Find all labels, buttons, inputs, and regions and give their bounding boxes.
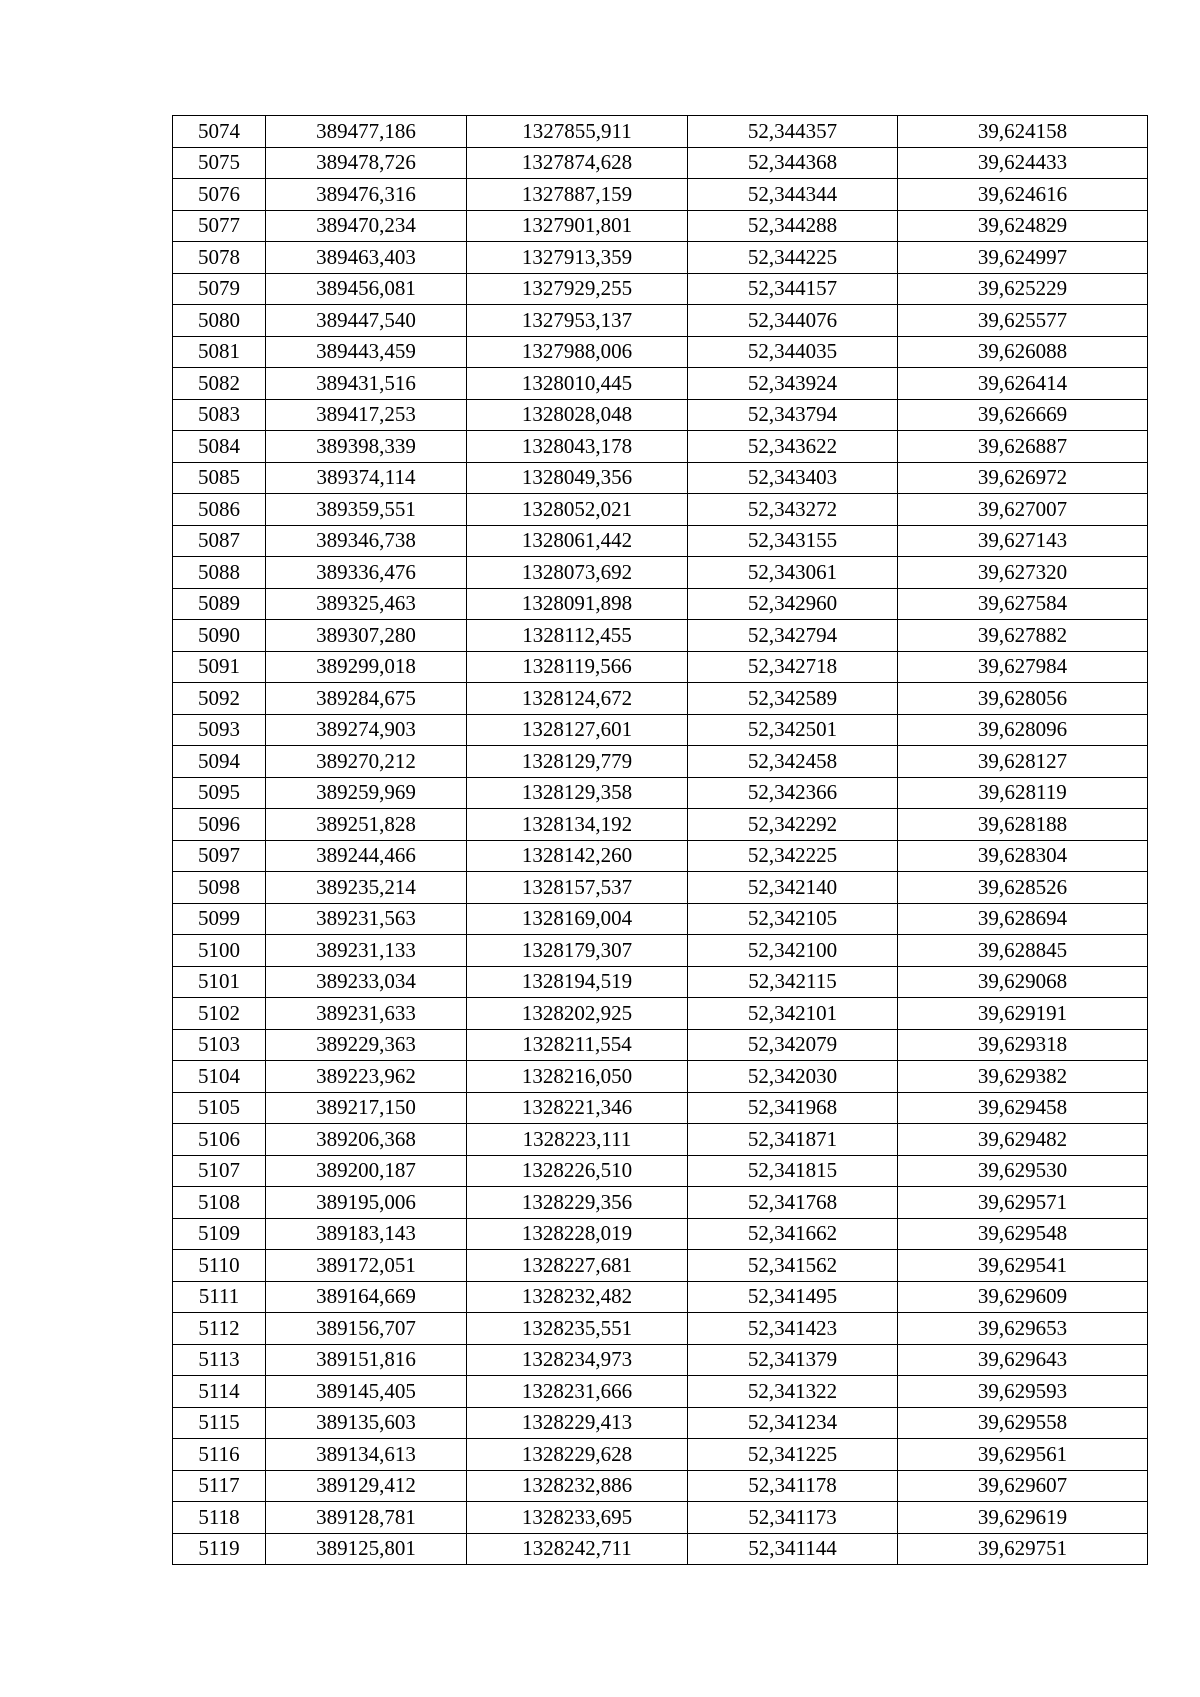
point-number-cell: 5087 bbox=[173, 525, 266, 557]
y-coordinate-cell: 1328052,021 bbox=[467, 494, 688, 526]
longitude-cell: 39,628526 bbox=[898, 872, 1148, 904]
longitude-cell: 39,628304 bbox=[898, 840, 1148, 872]
table-row bbox=[173, 116, 1148, 148]
latitude-cell: 52,342501 bbox=[688, 714, 898, 746]
x-coordinate-cell: 389135,603 bbox=[266, 1407, 467, 1439]
table-row bbox=[173, 903, 1148, 935]
x-coordinate-cell: 389145,405 bbox=[266, 1376, 467, 1408]
longitude-cell: 39,625229 bbox=[898, 273, 1148, 305]
table-row bbox=[173, 746, 1148, 778]
latitude-cell: 52,341495 bbox=[688, 1281, 898, 1313]
longitude-cell: 39,629751 bbox=[898, 1533, 1148, 1565]
x-coordinate-cell: 389251,828 bbox=[266, 809, 467, 841]
table-row bbox=[173, 242, 1148, 274]
y-coordinate-cell: 1328227,681 bbox=[467, 1250, 688, 1282]
x-coordinate-cell: 389398,339 bbox=[266, 431, 467, 463]
latitude-cell: 52,341662 bbox=[688, 1218, 898, 1250]
latitude-cell: 52,342225 bbox=[688, 840, 898, 872]
latitude-cell: 52,342105 bbox=[688, 903, 898, 935]
latitude-cell: 52,342589 bbox=[688, 683, 898, 715]
table-row bbox=[173, 1439, 1148, 1471]
x-coordinate-cell: 389206,368 bbox=[266, 1124, 467, 1156]
y-coordinate-cell: 1328232,886 bbox=[467, 1470, 688, 1502]
x-coordinate-cell: 389195,006 bbox=[266, 1187, 467, 1219]
point-number-cell: 5105 bbox=[173, 1092, 266, 1124]
point-number-cell: 5119 bbox=[173, 1533, 266, 1565]
latitude-cell: 52,342458 bbox=[688, 746, 898, 778]
table-row bbox=[173, 966, 1148, 998]
x-coordinate-cell: 389417,253 bbox=[266, 399, 467, 431]
point-number-cell: 5074 bbox=[173, 116, 266, 148]
y-coordinate-cell: 1328129,358 bbox=[467, 777, 688, 809]
table-row bbox=[173, 210, 1148, 242]
table-row bbox=[173, 1061, 1148, 1093]
point-number-cell: 5085 bbox=[173, 462, 266, 494]
latitude-cell: 52,341815 bbox=[688, 1155, 898, 1187]
y-coordinate-cell: 1327929,255 bbox=[467, 273, 688, 305]
y-coordinate-cell: 1328235,551 bbox=[467, 1313, 688, 1345]
point-number-cell: 5112 bbox=[173, 1313, 266, 1345]
point-number-cell: 5096 bbox=[173, 809, 266, 841]
latitude-cell: 52,341144 bbox=[688, 1533, 898, 1565]
y-coordinate-cell: 1327887,159 bbox=[467, 179, 688, 211]
latitude-cell: 52,343061 bbox=[688, 557, 898, 589]
x-coordinate-cell: 389233,034 bbox=[266, 966, 467, 998]
point-number-cell: 5099 bbox=[173, 903, 266, 935]
x-coordinate-cell: 389231,633 bbox=[266, 998, 467, 1030]
longitude-cell: 39,628694 bbox=[898, 903, 1148, 935]
point-number-cell: 5077 bbox=[173, 210, 266, 242]
x-coordinate-cell: 389156,707 bbox=[266, 1313, 467, 1345]
latitude-cell: 52,344344 bbox=[688, 179, 898, 211]
y-coordinate-cell: 1327855,911 bbox=[467, 116, 688, 148]
longitude-cell: 39,624997 bbox=[898, 242, 1148, 274]
point-number-cell: 5118 bbox=[173, 1502, 266, 1534]
longitude-cell: 39,624158 bbox=[898, 116, 1148, 148]
y-coordinate-cell: 1328043,178 bbox=[467, 431, 688, 463]
latitude-cell: 52,344288 bbox=[688, 210, 898, 242]
point-number-cell: 5086 bbox=[173, 494, 266, 526]
y-coordinate-cell: 1328073,692 bbox=[467, 557, 688, 589]
latitude-cell: 52,342100 bbox=[688, 935, 898, 967]
y-coordinate-cell: 1328232,482 bbox=[467, 1281, 688, 1313]
latitude-cell: 52,343794 bbox=[688, 399, 898, 431]
point-number-cell: 5093 bbox=[173, 714, 266, 746]
point-number-cell: 5081 bbox=[173, 336, 266, 368]
point-number-cell: 5097 bbox=[173, 840, 266, 872]
point-number-cell: 5095 bbox=[173, 777, 266, 809]
x-coordinate-cell: 389235,214 bbox=[266, 872, 467, 904]
x-coordinate-cell: 389431,516 bbox=[266, 368, 467, 400]
point-number-cell: 5116 bbox=[173, 1439, 266, 1471]
table-row bbox=[173, 651, 1148, 683]
point-number-cell: 5092 bbox=[173, 683, 266, 715]
y-coordinate-cell: 1328112,455 bbox=[467, 620, 688, 652]
longitude-cell: 39,629548 bbox=[898, 1218, 1148, 1250]
table-row bbox=[173, 557, 1148, 589]
y-coordinate-cell: 1328202,925 bbox=[467, 998, 688, 1030]
point-number-cell: 5101 bbox=[173, 966, 266, 998]
table-row bbox=[173, 1344, 1148, 1376]
x-coordinate-cell: 389477,186 bbox=[266, 116, 467, 148]
point-number-cell: 5090 bbox=[173, 620, 266, 652]
x-coordinate-cell: 389374,114 bbox=[266, 462, 467, 494]
point-number-cell: 5082 bbox=[173, 368, 266, 400]
table-row bbox=[173, 147, 1148, 179]
latitude-cell: 52,341871 bbox=[688, 1124, 898, 1156]
longitude-cell: 39,628119 bbox=[898, 777, 1148, 809]
x-coordinate-cell: 389259,969 bbox=[266, 777, 467, 809]
table-row bbox=[173, 1281, 1148, 1313]
latitude-cell: 52,341768 bbox=[688, 1187, 898, 1219]
y-coordinate-cell: 1328211,554 bbox=[467, 1029, 688, 1061]
x-coordinate-cell: 389307,280 bbox=[266, 620, 467, 652]
table-row bbox=[173, 1502, 1148, 1534]
y-coordinate-cell: 1328142,260 bbox=[467, 840, 688, 872]
x-coordinate-cell: 389134,613 bbox=[266, 1439, 467, 1471]
table-row bbox=[173, 683, 1148, 715]
point-number-cell: 5076 bbox=[173, 179, 266, 211]
longitude-cell: 39,628188 bbox=[898, 809, 1148, 841]
latitude-cell: 52,341173 bbox=[688, 1502, 898, 1534]
table-row bbox=[173, 368, 1148, 400]
longitude-cell: 39,628096 bbox=[898, 714, 1148, 746]
table-row bbox=[173, 1187, 1148, 1219]
latitude-cell: 52,342292 bbox=[688, 809, 898, 841]
table-row bbox=[173, 1250, 1148, 1282]
y-coordinate-cell: 1327988,006 bbox=[467, 336, 688, 368]
longitude-cell: 39,624616 bbox=[898, 179, 1148, 211]
y-coordinate-cell: 1327874,628 bbox=[467, 147, 688, 179]
x-coordinate-cell: 389270,212 bbox=[266, 746, 467, 778]
x-coordinate-cell: 389125,801 bbox=[266, 1533, 467, 1565]
coordinates-table-body bbox=[173, 116, 1148, 1565]
longitude-cell: 39,627320 bbox=[898, 557, 1148, 589]
y-coordinate-cell: 1328091,898 bbox=[467, 588, 688, 620]
y-coordinate-cell: 1328134,192 bbox=[467, 809, 688, 841]
longitude-cell: 39,627984 bbox=[898, 651, 1148, 683]
x-coordinate-cell: 389447,540 bbox=[266, 305, 467, 337]
latitude-cell: 52,342794 bbox=[688, 620, 898, 652]
latitude-cell: 52,344368 bbox=[688, 147, 898, 179]
point-number-cell: 5106 bbox=[173, 1124, 266, 1156]
table-row bbox=[173, 998, 1148, 1030]
point-number-cell: 5091 bbox=[173, 651, 266, 683]
longitude-cell: 39,629593 bbox=[898, 1376, 1148, 1408]
y-coordinate-cell: 1328229,628 bbox=[467, 1439, 688, 1471]
y-coordinate-cell: 1328169,004 bbox=[467, 903, 688, 935]
x-coordinate-cell: 389183,143 bbox=[266, 1218, 467, 1250]
longitude-cell: 39,629653 bbox=[898, 1313, 1148, 1345]
point-number-cell: 5102 bbox=[173, 998, 266, 1030]
table-row bbox=[173, 336, 1148, 368]
table-row bbox=[173, 777, 1148, 809]
y-coordinate-cell: 1328010,445 bbox=[467, 368, 688, 400]
latitude-cell: 52,341178 bbox=[688, 1470, 898, 1502]
longitude-cell: 39,624433 bbox=[898, 147, 1148, 179]
table-row bbox=[173, 1155, 1148, 1187]
latitude-cell: 52,344357 bbox=[688, 116, 898, 148]
latitude-cell: 52,341562 bbox=[688, 1250, 898, 1282]
table-row bbox=[173, 588, 1148, 620]
longitude-cell: 39,629530 bbox=[898, 1155, 1148, 1187]
coordinates-table bbox=[172, 115, 1148, 1565]
longitude-cell: 39,629643 bbox=[898, 1344, 1148, 1376]
latitude-cell: 52,344225 bbox=[688, 242, 898, 274]
x-coordinate-cell: 389336,476 bbox=[266, 557, 467, 589]
y-coordinate-cell: 1328028,048 bbox=[467, 399, 688, 431]
point-number-cell: 5103 bbox=[173, 1029, 266, 1061]
point-number-cell: 5104 bbox=[173, 1061, 266, 1093]
table-row bbox=[173, 399, 1148, 431]
y-coordinate-cell: 1328228,019 bbox=[467, 1218, 688, 1250]
x-coordinate-cell: 389443,459 bbox=[266, 336, 467, 368]
latitude-cell: 52,343155 bbox=[688, 525, 898, 557]
x-coordinate-cell: 389470,234 bbox=[266, 210, 467, 242]
y-coordinate-cell: 1327953,137 bbox=[467, 305, 688, 337]
x-coordinate-cell: 389172,051 bbox=[266, 1250, 467, 1282]
point-number-cell: 5088 bbox=[173, 557, 266, 589]
y-coordinate-cell: 1328124,672 bbox=[467, 683, 688, 715]
y-coordinate-cell: 1328179,307 bbox=[467, 935, 688, 967]
longitude-cell: 39,627143 bbox=[898, 525, 1148, 557]
latitude-cell: 52,341234 bbox=[688, 1407, 898, 1439]
x-coordinate-cell: 389151,816 bbox=[266, 1344, 467, 1376]
table-row bbox=[173, 809, 1148, 841]
y-coordinate-cell: 1328234,973 bbox=[467, 1344, 688, 1376]
longitude-cell: 39,629571 bbox=[898, 1187, 1148, 1219]
y-coordinate-cell: 1328233,695 bbox=[467, 1502, 688, 1534]
x-coordinate-cell: 389244,466 bbox=[266, 840, 467, 872]
longitude-cell: 39,624829 bbox=[898, 210, 1148, 242]
latitude-cell: 52,341423 bbox=[688, 1313, 898, 1345]
latitude-cell: 52,343403 bbox=[688, 462, 898, 494]
latitude-cell: 52,342960 bbox=[688, 588, 898, 620]
longitude-cell: 39,629191 bbox=[898, 998, 1148, 1030]
table-row bbox=[173, 462, 1148, 494]
longitude-cell: 39,629318 bbox=[898, 1029, 1148, 1061]
y-coordinate-cell: 1328242,711 bbox=[467, 1533, 688, 1565]
y-coordinate-cell: 1328127,601 bbox=[467, 714, 688, 746]
x-coordinate-cell: 389200,187 bbox=[266, 1155, 467, 1187]
y-coordinate-cell: 1328229,356 bbox=[467, 1187, 688, 1219]
table-row bbox=[173, 1470, 1148, 1502]
latitude-cell: 52,341225 bbox=[688, 1439, 898, 1471]
longitude-cell: 39,626414 bbox=[898, 368, 1148, 400]
longitude-cell: 39,629609 bbox=[898, 1281, 1148, 1313]
x-coordinate-cell: 389164,669 bbox=[266, 1281, 467, 1313]
longitude-cell: 39,629068 bbox=[898, 966, 1148, 998]
x-coordinate-cell: 389463,403 bbox=[266, 242, 467, 274]
x-coordinate-cell: 389325,463 bbox=[266, 588, 467, 620]
latitude-cell: 52,342079 bbox=[688, 1029, 898, 1061]
latitude-cell: 52,343924 bbox=[688, 368, 898, 400]
point-number-cell: 5110 bbox=[173, 1250, 266, 1282]
longitude-cell: 39,628845 bbox=[898, 935, 1148, 967]
table-row bbox=[173, 620, 1148, 652]
table-row bbox=[173, 1407, 1148, 1439]
table-row bbox=[173, 1218, 1148, 1250]
table-row bbox=[173, 273, 1148, 305]
longitude-cell: 39,626972 bbox=[898, 462, 1148, 494]
x-coordinate-cell: 389476,316 bbox=[266, 179, 467, 211]
latitude-cell: 52,344157 bbox=[688, 273, 898, 305]
point-number-cell: 5094 bbox=[173, 746, 266, 778]
point-number-cell: 5113 bbox=[173, 1344, 266, 1376]
latitude-cell: 52,344076 bbox=[688, 305, 898, 337]
point-number-cell: 5114 bbox=[173, 1376, 266, 1408]
latitude-cell: 52,342718 bbox=[688, 651, 898, 683]
table-row bbox=[173, 1092, 1148, 1124]
longitude-cell: 39,629541 bbox=[898, 1250, 1148, 1282]
x-coordinate-cell: 389274,903 bbox=[266, 714, 467, 746]
x-coordinate-cell: 389299,018 bbox=[266, 651, 467, 683]
point-number-cell: 5078 bbox=[173, 242, 266, 274]
point-number-cell: 5111 bbox=[173, 1281, 266, 1313]
point-number-cell: 5108 bbox=[173, 1187, 266, 1219]
y-coordinate-cell: 1328194,519 bbox=[467, 966, 688, 998]
latitude-cell: 52,342030 bbox=[688, 1061, 898, 1093]
latitude-cell: 52,342140 bbox=[688, 872, 898, 904]
table-row bbox=[173, 1313, 1148, 1345]
table-row bbox=[173, 840, 1148, 872]
table-row bbox=[173, 305, 1148, 337]
x-coordinate-cell: 389217,150 bbox=[266, 1092, 467, 1124]
x-coordinate-cell: 389223,962 bbox=[266, 1061, 467, 1093]
table-row bbox=[173, 714, 1148, 746]
y-coordinate-cell: 1327901,801 bbox=[467, 210, 688, 242]
point-number-cell: 5115 bbox=[173, 1407, 266, 1439]
point-number-cell: 5098 bbox=[173, 872, 266, 904]
longitude-cell: 39,627007 bbox=[898, 494, 1148, 526]
point-number-cell: 5107 bbox=[173, 1155, 266, 1187]
longitude-cell: 39,627584 bbox=[898, 588, 1148, 620]
point-number-cell: 5075 bbox=[173, 147, 266, 179]
latitude-cell: 52,341379 bbox=[688, 1344, 898, 1376]
longitude-cell: 39,626669 bbox=[898, 399, 1148, 431]
table-row bbox=[173, 1124, 1148, 1156]
y-coordinate-cell: 1328129,779 bbox=[467, 746, 688, 778]
x-coordinate-cell: 389229,363 bbox=[266, 1029, 467, 1061]
latitude-cell: 52,342115 bbox=[688, 966, 898, 998]
latitude-cell: 52,344035 bbox=[688, 336, 898, 368]
longitude-cell: 39,629482 bbox=[898, 1124, 1148, 1156]
table-row bbox=[173, 872, 1148, 904]
longitude-cell: 39,629558 bbox=[898, 1407, 1148, 1439]
longitude-cell: 39,629619 bbox=[898, 1502, 1148, 1534]
point-number-cell: 5079 bbox=[173, 273, 266, 305]
table-row bbox=[173, 935, 1148, 967]
latitude-cell: 52,341322 bbox=[688, 1376, 898, 1408]
latitude-cell: 52,343622 bbox=[688, 431, 898, 463]
longitude-cell: 39,628127 bbox=[898, 746, 1148, 778]
latitude-cell: 52,342101 bbox=[688, 998, 898, 1030]
y-coordinate-cell: 1328049,356 bbox=[467, 462, 688, 494]
latitude-cell: 52,343272 bbox=[688, 494, 898, 526]
table-row bbox=[173, 1376, 1148, 1408]
x-coordinate-cell: 389284,675 bbox=[266, 683, 467, 715]
latitude-cell: 52,342366 bbox=[688, 777, 898, 809]
y-coordinate-cell: 1328229,413 bbox=[467, 1407, 688, 1439]
x-coordinate-cell: 389359,551 bbox=[266, 494, 467, 526]
longitude-cell: 39,627882 bbox=[898, 620, 1148, 652]
longitude-cell: 39,629458 bbox=[898, 1092, 1148, 1124]
table-row bbox=[173, 494, 1148, 526]
point-number-cell: 5084 bbox=[173, 431, 266, 463]
y-coordinate-cell: 1328061,442 bbox=[467, 525, 688, 557]
table-row bbox=[173, 525, 1148, 557]
point-number-cell: 5117 bbox=[173, 1470, 266, 1502]
longitude-cell: 39,628056 bbox=[898, 683, 1148, 715]
x-coordinate-cell: 389129,412 bbox=[266, 1470, 467, 1502]
y-coordinate-cell: 1328157,537 bbox=[467, 872, 688, 904]
table-row bbox=[173, 1533, 1148, 1565]
x-coordinate-cell: 389346,738 bbox=[266, 525, 467, 557]
x-coordinate-cell: 389478,726 bbox=[266, 147, 467, 179]
longitude-cell: 39,626088 bbox=[898, 336, 1148, 368]
longitude-cell: 39,629561 bbox=[898, 1439, 1148, 1471]
longitude-cell: 39,626887 bbox=[898, 431, 1148, 463]
longitude-cell: 39,629382 bbox=[898, 1061, 1148, 1093]
y-coordinate-cell: 1328216,050 bbox=[467, 1061, 688, 1093]
y-coordinate-cell: 1328223,111 bbox=[467, 1124, 688, 1156]
y-coordinate-cell: 1328231,666 bbox=[467, 1376, 688, 1408]
x-coordinate-cell: 389128,781 bbox=[266, 1502, 467, 1534]
point-number-cell: 5083 bbox=[173, 399, 266, 431]
longitude-cell: 39,629607 bbox=[898, 1470, 1148, 1502]
x-coordinate-cell: 389231,563 bbox=[266, 903, 467, 935]
y-coordinate-cell: 1328119,566 bbox=[467, 651, 688, 683]
y-coordinate-cell: 1327913,359 bbox=[467, 242, 688, 274]
longitude-cell: 39,625577 bbox=[898, 305, 1148, 337]
point-number-cell: 5109 bbox=[173, 1218, 266, 1250]
x-coordinate-cell: 389456,081 bbox=[266, 273, 467, 305]
point-number-cell: 5100 bbox=[173, 935, 266, 967]
table-row bbox=[173, 431, 1148, 463]
point-number-cell: 5089 bbox=[173, 588, 266, 620]
table-row bbox=[173, 179, 1148, 211]
y-coordinate-cell: 1328221,346 bbox=[467, 1092, 688, 1124]
x-coordinate-cell: 389231,133 bbox=[266, 935, 467, 967]
table-row bbox=[173, 1029, 1148, 1061]
y-coordinate-cell: 1328226,510 bbox=[467, 1155, 688, 1187]
latitude-cell: 52,341968 bbox=[688, 1092, 898, 1124]
point-number-cell: 5080 bbox=[173, 305, 266, 337]
